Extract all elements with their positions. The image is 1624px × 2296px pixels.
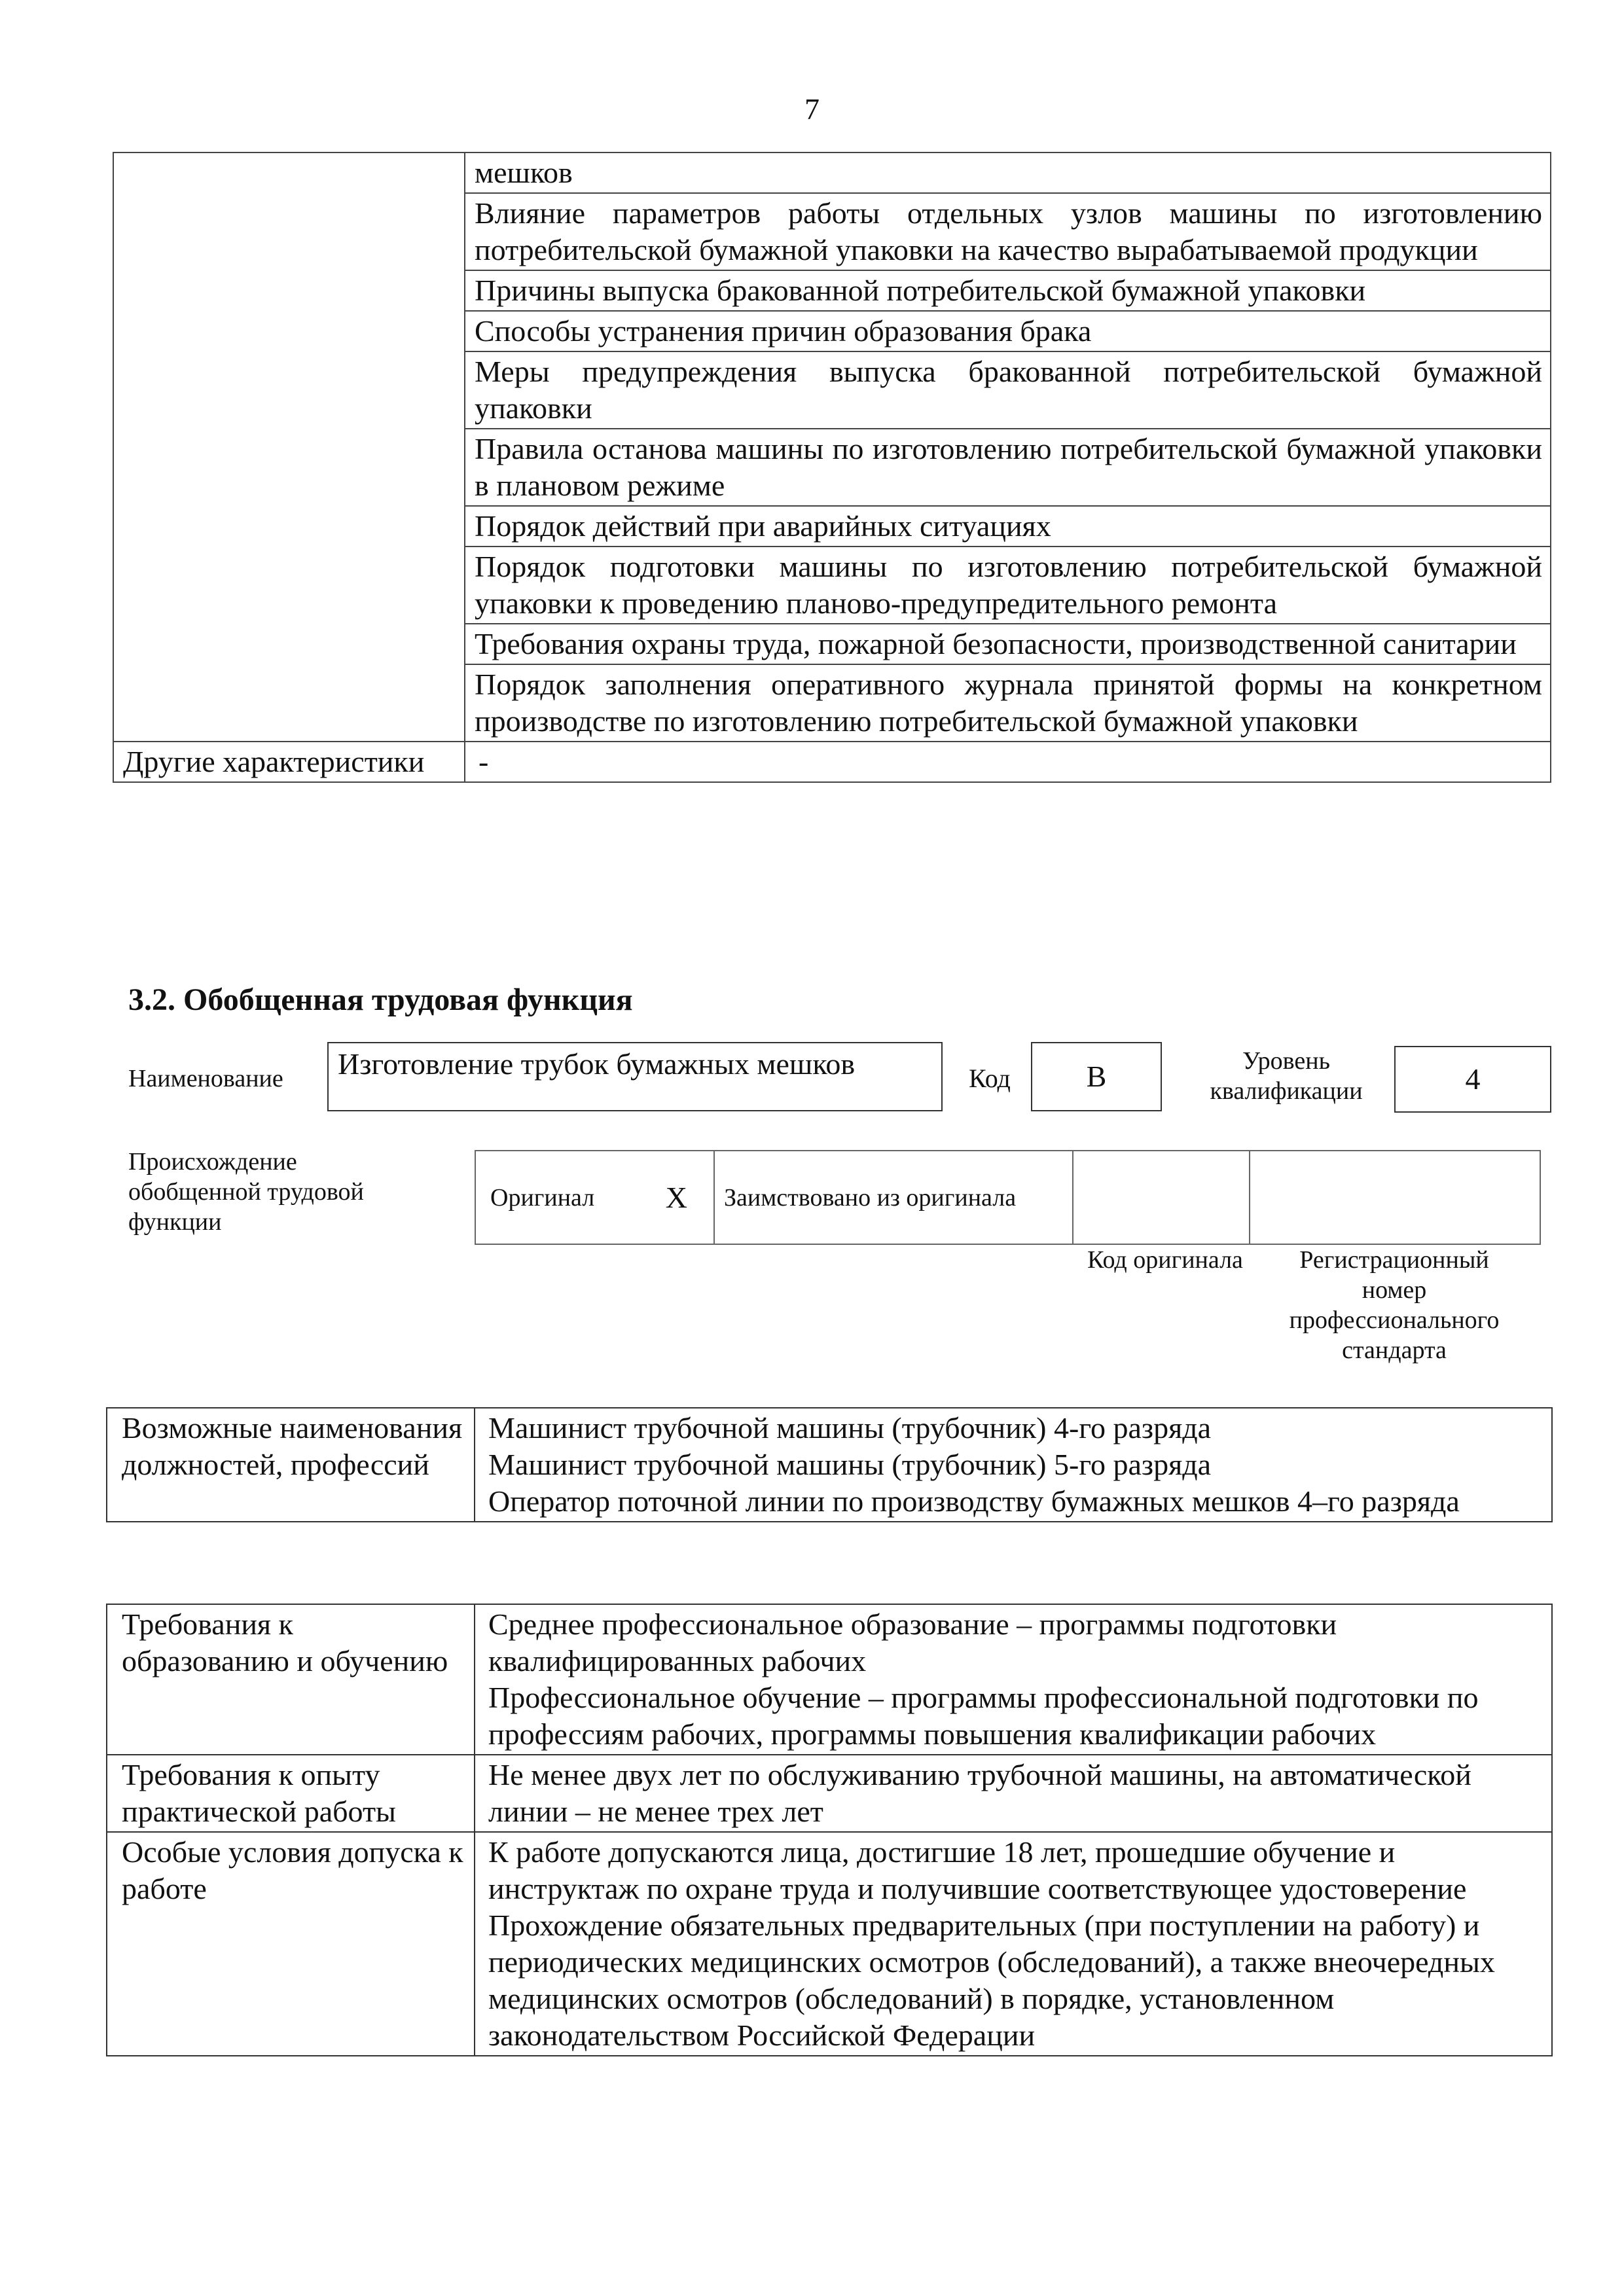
caption-registration-number: Регистрационный номер профессионального стандарта: [1289, 1246, 1500, 1364]
origin-borrowed-cell: [715, 1151, 1074, 1244]
table-cell: Влияние параметров работы отдельных узлов машины по изготовлению потребительской бумажной упаковки на качество вырабатываемой продукции: [465, 193, 1551, 270]
other-characteristics-value: -: [465, 742, 1551, 782]
requirement-line: Профессиональное обучение – программы профессиональной подготовки по профессиям рабочих, программы повышения квалификации рабочих: [488, 1681, 1479, 1751]
education-requirements-value: [475, 1604, 1552, 1755]
origin-borrowed-label: Заимствовано из оригинала: [724, 1183, 1017, 1211]
position-item: Оператор поточной линии по производству бумажных мешков 4–го разряда: [488, 1484, 1460, 1518]
positions-list: [475, 1408, 1552, 1522]
table-row: [107, 1408, 1552, 1522]
requirement-line: Не менее двух лет по обслуживанию трубочной машины, на автоматической линии – не менее трех лет: [488, 1758, 1471, 1828]
table-cell-empty: [113, 152, 465, 742]
table-row: [107, 1755, 1552, 1832]
origin-original-label: Оригинал: [490, 1183, 595, 1211]
origin-label: Происхождение обобщенной трудовой функции: [128, 1148, 364, 1236]
table-cell: Причины выпуска бракованной потребительской бумажной упаковки: [465, 270, 1551, 311]
position-item: Машинист трубочной машины (трубочник) 4-го разряда: [488, 1411, 1212, 1444]
table-cell: Правила останова машины по изготовлению потребительской бумажной упаковки в плановом режиме: [465, 429, 1551, 506]
origin-grid: [475, 1150, 1541, 1245]
table-cell: Требования охраны труда, пожарной безопасности, производственной санитарии: [465, 624, 1551, 664]
admission-conditions-value: [475, 1832, 1552, 2056]
positions-table: [106, 1407, 1553, 1522]
requirement-line: К работе допускаются лица, достигшие 18 лет, прошедшие обучение и инструктаж по охране труда и получившие соответствующее удостоверение: [488, 1835, 1467, 1905]
admission-conditions-label: Особые условия допуска к работе: [107, 1832, 475, 2056]
position-item: Машинист трубочной машины (трубочник) 5-го разряда: [488, 1448, 1212, 1481]
other-characteristics-label: Другие характеристики: [113, 742, 465, 782]
requirement-line: Среднее профессиональное образование – программы подготовки квалифицированных рабочих: [488, 1607, 1337, 1677]
code-label: Код: [969, 1064, 1011, 1093]
code-value-box: В: [1031, 1042, 1162, 1111]
level-value-box: 4: [1394, 1046, 1551, 1113]
table-row: [113, 742, 1551, 782]
knowledge-table: [113, 152, 1551, 783]
name-label: Наименование: [128, 1065, 283, 1092]
table-cell: Способы устранения причин образования брака: [465, 311, 1551, 351]
page-number: 7: [804, 92, 820, 126]
origin-mark: X: [665, 1181, 687, 1214]
experience-requirements-value: [475, 1755, 1552, 1832]
positions-label: Возможные наименования должностей, профессий: [107, 1408, 475, 1522]
experience-requirements-label: Требования к опыту практической работы: [107, 1755, 475, 1832]
table-row: [113, 152, 1551, 193]
name-value-box: Изготовление трубок бумажных мешков: [327, 1042, 943, 1111]
section-title: 3.2. Обобщенная трудовая функция: [128, 982, 633, 1017]
table-cell: Порядок подготовки машины по изготовлению потребительской бумажной упаковки к проведению планово-предупредительного ремонта: [465, 547, 1551, 624]
table-cell: Меры предупреждения выпуска бракованной потребительской бумажной упаковки: [465, 351, 1551, 429]
requirement-line: Прохождение обязательных предварительных (при поступлении на работу) и периодических медицинских осмотров (обследований), а также внеочередных медицинских осмотров (обследований) в порядке, установленном законодательством Российской Федерации: [488, 1909, 1495, 2052]
table-cell: Порядок действий при аварийных ситуациях: [465, 506, 1551, 547]
table-cell: мешков: [465, 152, 1551, 193]
origin-original-cell: [476, 1151, 715, 1244]
table-row: [107, 1832, 1552, 2056]
table-cell: Порядок заполнения оперативного журнала принятой формы на конкретном производстве по изготовлению потребительской бумажной упаковки: [465, 664, 1551, 742]
education-requirements-label: Требования к образованию и обучению: [107, 1604, 475, 1755]
requirements-table: [106, 1604, 1553, 2056]
level-label: Уровень квалификации: [1210, 1047, 1363, 1105]
table-row: [107, 1604, 1552, 1755]
caption-original-code: Код оригинала: [1087, 1246, 1243, 1274]
origin-reg-number-cell: [1250, 1151, 1540, 1244]
origin-code-cell: [1074, 1151, 1250, 1244]
